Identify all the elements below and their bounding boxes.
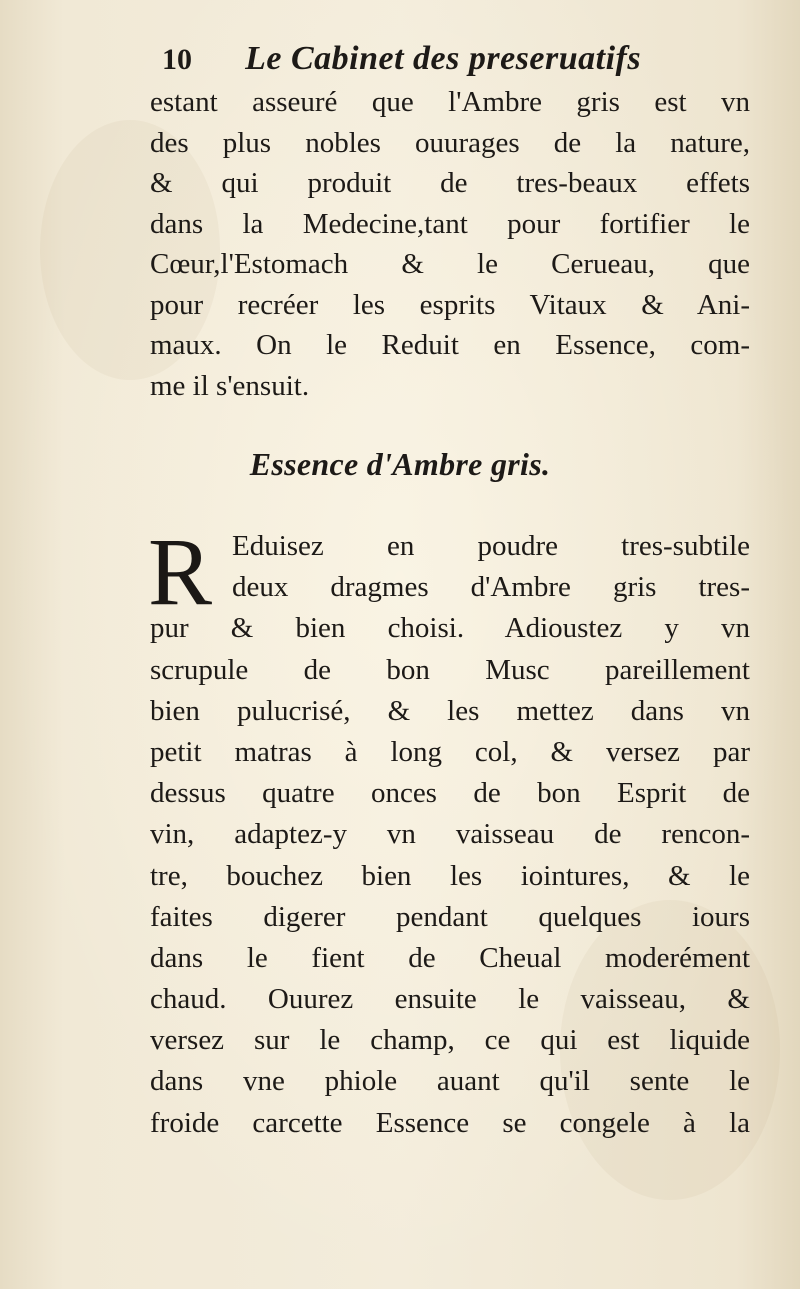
text-line: versez sur le champ, ce qui est liquide [150,1024,750,1057]
paragraph-1 [150,82,750,406]
text-line: tre, bouchez bien les iointures, & le [150,859,750,892]
text-line: dans le fient de Cheual moderément [150,941,750,974]
page-number: 10 [162,43,192,76]
text-line: deux dragmes d'Ambre gris tres- [232,571,750,604]
text-line: Eduisez en poudre tres-subtile [232,530,750,562]
text-line: faites digerer pendant quelques iours [150,900,750,933]
page-header [162,40,641,84]
drop-cap: R [148,518,213,625]
paragraph-2 [148,518,750,1144]
text-line: froide carcette Essence se congele à la [150,1106,750,1139]
text-line: Cœur,l'Estomach & le Cerueau, que [150,248,750,280]
text-line: estant asseuré que l'Ambre gris est vn [150,86,750,118]
text-line: dessus quatre onces de bon Esprit de [150,777,750,810]
text-line: dans vne phiole auant qu'il sente le [150,1065,750,1098]
section-heading: Essence d'Ambre gris. [249,446,551,482]
text-line: pour recréer les esprits Vitaux & Ani- [150,288,750,321]
running-title: Le Cabinet des preseruatifs [245,40,642,77]
text-line: pur & bien choisi. Adioustez y vn [150,612,750,645]
text-line: des plus nobles ouurages de la nature, [150,126,750,159]
text-line: me il s'ensuit. [150,369,310,402]
text-line: bien pulucrisé, & les mettez dans vn [150,694,750,727]
text-line: maux. On le Reduit en Essence, com- [150,329,750,361]
text-line: petit matras à long col, & versez par [150,735,750,768]
text-line: scrupule de bon Musc pareillement [150,653,750,686]
text-line: & qui produit de tres-beaux effets [150,167,750,199]
text-line: vin, adaptez-y vn vaisseau de rencon- [150,818,750,851]
text-line: dans la Medecine,tant pour fortifier le [150,207,750,240]
text-line: chaud. Ouurez ensuite le vaisseau, & [150,983,750,1016]
